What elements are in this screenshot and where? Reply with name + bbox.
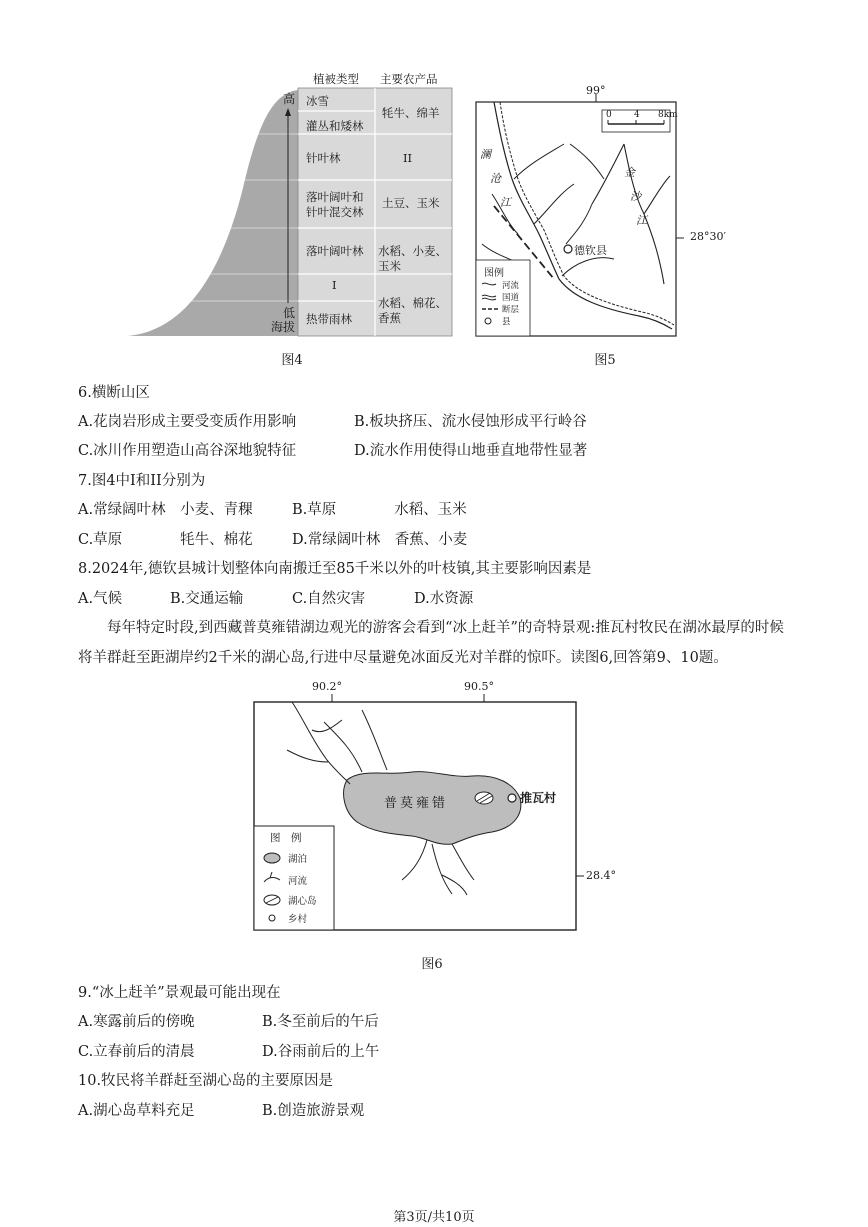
q7-option-a: A.常绿阔叶林 小麦、青稞 xyxy=(78,502,253,518)
q10-option-b: B.创造旅游景观 xyxy=(262,1103,365,1119)
figure-4 xyxy=(128,68,454,340)
legend-river: 河流 xyxy=(502,281,520,291)
legend-title: 图例 xyxy=(484,268,504,279)
legend6-title: 图 例 xyxy=(270,832,302,844)
village-label: 推瓦村 xyxy=(520,791,557,805)
fig5-scale-8: 8km xyxy=(658,110,678,120)
q8-option-c: C.自然灾害 xyxy=(292,591,366,607)
figure-5 xyxy=(474,84,746,342)
legend-county: 县 xyxy=(502,317,511,327)
fig6-lon2: 90.5° xyxy=(464,680,494,693)
fig4-caption: 图4 xyxy=(281,353,303,368)
q6-option-d: D.流水作用使得山地垂直地带性显著 xyxy=(354,443,588,459)
q9-stem: 9.“冰上赶羊”景观最可能出现在 xyxy=(78,985,281,1001)
q9-option-a: A.寒露前后的傍晚 xyxy=(78,1014,195,1030)
fig5-scale-0: 0 xyxy=(606,110,612,120)
veg-row-3: 针叶林 xyxy=(306,151,341,165)
q8-stem: 8.2024年,德钦县城计划整体向南搬迁至85千米以外的叶枝镇,其主要影响因素是 xyxy=(78,561,592,577)
legend6-village: 乡村 xyxy=(288,914,308,925)
page-number: 第3页/共10页 xyxy=(393,1210,475,1225)
q6-option-c: C.冰川作用塑造山高谷深地貌特征 xyxy=(78,443,297,459)
lake-label: 普莫雍错 xyxy=(384,796,449,811)
axis-label: 海拔 xyxy=(271,320,296,334)
prod-row-4: 土豆、玉米 xyxy=(382,196,440,210)
q10-stem: 10.牧民将羊群赶至湖心岛的主要原因是 xyxy=(78,1073,334,1089)
veg-row-7: 热带雨林 xyxy=(306,312,352,326)
q8-option-d: D.水资源 xyxy=(414,591,474,607)
legend6-island: 湖心岛 xyxy=(288,896,317,907)
q8-option-b: B.交通运输 xyxy=(170,591,244,607)
legend6-river: 河流 xyxy=(288,876,308,887)
prod-row-2: 牦牛、绵羊 xyxy=(382,106,440,120)
village-marker xyxy=(508,794,516,802)
axis-high: 高 xyxy=(283,92,296,106)
q7-option-b: B.草原 水稻、玉米 xyxy=(292,502,467,518)
q7-stem: 7.图4中I和II分别为 xyxy=(78,473,206,489)
veg-row-5: 落叶阔叶林 xyxy=(306,244,364,258)
fig5-lon: 99° xyxy=(586,84,606,97)
header-vegetation: 植被类型 xyxy=(313,72,359,86)
q9-option-c: C.立春前后的清晨 xyxy=(78,1044,195,1060)
passage: 每年特定时段,到西藏普莫雍错湖边观光的游客会看到“冰上赶羊”的奇特景观:推瓦村牧民在湖冰最厚的时候将羊群赶至距湖岸约2千米的湖心岛,行进中尽量避免冰面反光对羊群的惊吓。读图6,回答第9、10题。 xyxy=(78,620,784,666)
q7-option-c: C.草原 牦牛、棉花 xyxy=(78,532,253,548)
axis-low: 低 xyxy=(283,306,296,320)
veg-row-2: 灌丛和矮林 xyxy=(306,119,364,133)
q10-option-a: A.湖心岛草料充足 xyxy=(78,1103,195,1119)
veg-row-4: 落叶阔叶和针叶混交林 xyxy=(306,190,364,219)
legend-fault: 断层 xyxy=(502,305,520,315)
river-lancang-2: 沧 xyxy=(490,172,501,185)
prod-row-3: II xyxy=(403,151,413,165)
veg-row-6: I xyxy=(332,278,337,292)
q8-option-a: A.气候 xyxy=(78,591,123,607)
q6-stem: 6.横断山区 xyxy=(78,385,150,401)
fig5-scale-4: 4 xyxy=(634,110,640,120)
q9-option-b: B.冬至前后的午后 xyxy=(262,1014,379,1030)
figure-6 xyxy=(252,680,632,935)
fig6-lat: 28.4° xyxy=(586,869,616,882)
q9-option-d: D.谷雨前后的上午 xyxy=(262,1044,380,1060)
header-products: 主要农产品 xyxy=(380,72,438,86)
county-marker xyxy=(564,245,572,253)
fig5-caption: 图5 xyxy=(594,353,616,368)
mountain-shape xyxy=(128,90,298,336)
prod-row-5: 水稻、小麦、玉米 xyxy=(378,244,447,273)
river-jinsha-3: 江 xyxy=(636,214,647,227)
legend-road: 国道 xyxy=(502,293,520,303)
q6-option-b: B.板块挤压、流水侵蚀形成平行岭谷 xyxy=(354,414,587,430)
river-lancang-3: 江 xyxy=(500,196,511,209)
q7-option-d: D.常绿阔叶林 香蕉、小麦 xyxy=(292,532,468,548)
fig6-caption: 图6 xyxy=(421,957,443,972)
veg-row-1: 冰雪 xyxy=(306,94,329,108)
river-lancang-1: 澜 xyxy=(480,148,491,161)
county-label: 德钦县 xyxy=(574,244,607,257)
island-shape xyxy=(475,792,493,804)
river-jinsha-2: 沙 xyxy=(630,190,641,203)
legend6-lake: 湖泊 xyxy=(288,854,308,865)
fig5-lat: 28°30′ xyxy=(690,230,726,243)
river-jinsha-1: 金 xyxy=(624,166,635,179)
q6-option-a: A.花岗岩形成主要受变质作用影响 xyxy=(78,414,297,430)
fig6-lon1: 90.2° xyxy=(312,680,342,693)
prod-row-7: 水稻、棉花、香蕉 xyxy=(378,296,447,325)
